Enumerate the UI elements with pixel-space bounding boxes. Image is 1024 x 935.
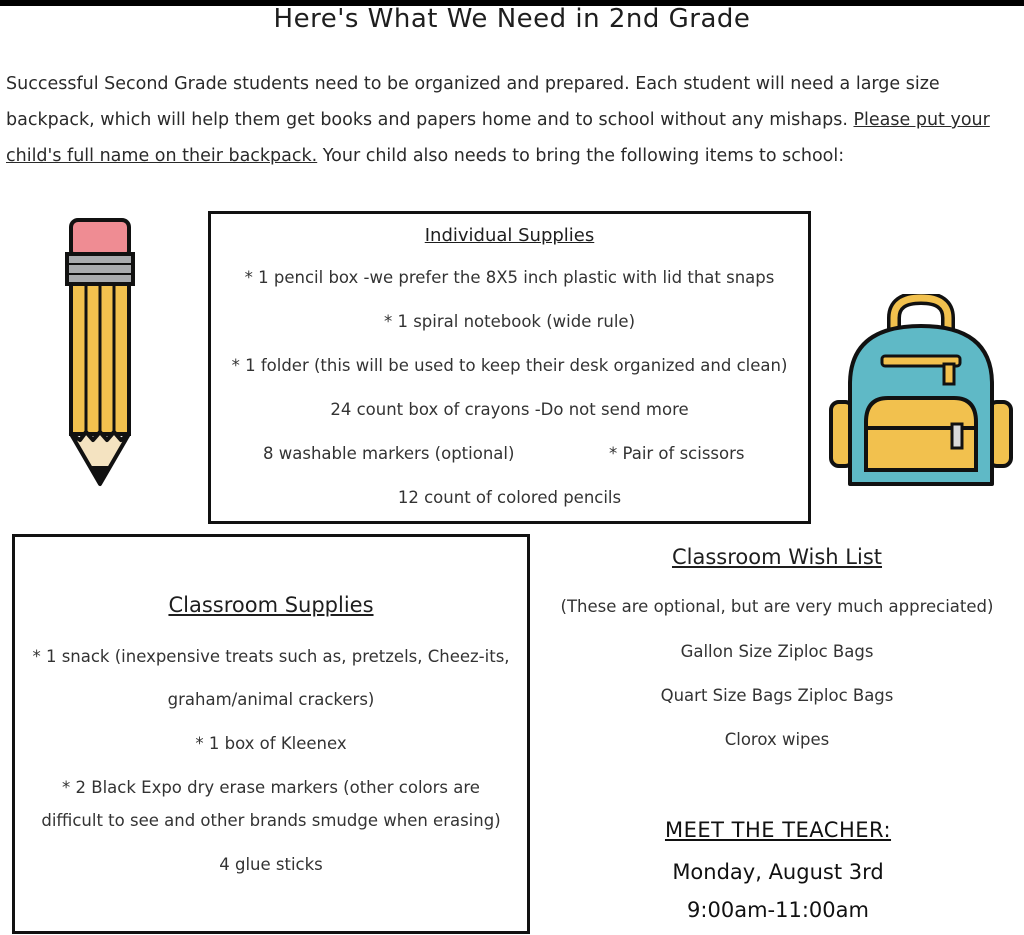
intro-paragraph [6,66,1016,174]
page-title: Here's What We Need in 2nd Grade [273,4,751,34]
intro-underlined-text: Please put your child's full name on their backpack. [6,110,990,166]
individual-supplies-box [208,211,811,524]
list-item: * 1 snack (inexpensive treats such as, pretzels, Cheez-its, [32,647,510,666]
classroom-supplies-box [12,534,530,934]
list-item: * Pair of scissors [609,444,745,463]
meet-the-teacher-heading: MEET THE TEACHER: [664,818,892,842]
list-item: 8 washable markers (optional) [263,444,515,463]
individual-supplies-heading: Individual Supplies [424,225,595,246]
list-item: difficult to see and other brands smudge when erasing) [41,811,501,830]
list-item: * 2 Black Expo dry erase markers (other colors are [62,778,480,797]
list-item: 24 count box of crayons -Do not send more [330,400,689,419]
list-item: Gallon Size Ziploc Bags [680,642,874,661]
pencil-icon [64,218,136,490]
intro-text: Successful Second Grade students need to be organized and prepared. Each student will need a large size backpack, which will help them get books and papers home and to school without any mishaps. [6,74,940,130]
list-item: * 1 spiral notebook (wide rule) [383,312,636,331]
list-item: * 1 folder (this will be used to keep their desk organized and clean) [231,356,788,375]
backpack-icon [828,294,1014,490]
meet-time: 9:00am-11:00am [687,898,869,922]
meet-date: Monday, August 3rd [672,860,884,884]
list-item: * 1 pencil box -we prefer the 8X5 inch plastic with lid that snaps [244,268,775,287]
wish-list-heading: Classroom Wish List [671,545,883,569]
list-item: Clorox wipes [724,730,830,749]
classroom-supplies-heading: Classroom Supplies [168,593,374,617]
list-item: 4 glue sticks [219,855,323,874]
list-item: Quart Size Bags Ziploc Bags [660,686,894,705]
list-item: 12 count of colored pencils [397,488,622,507]
list-item: * 1 box of Kleenex [195,734,347,753]
wish-list-note: (These are optional, but are very much appreciated) [560,597,994,616]
list-item: graham/animal crackers) [167,690,375,709]
intro-text-end: Your child also needs to bring the following items to school: [322,146,845,166]
